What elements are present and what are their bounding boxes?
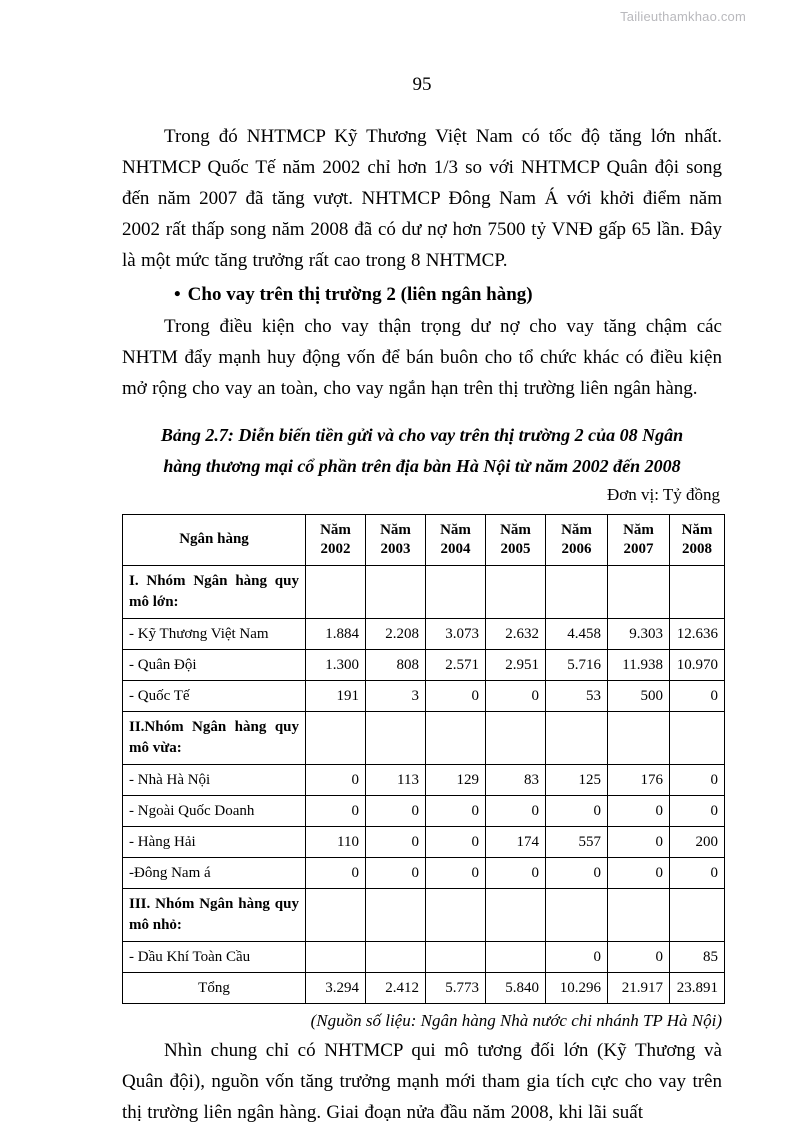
row-value: 0 xyxy=(366,795,426,826)
row-value xyxy=(486,941,546,972)
row-value xyxy=(608,711,670,764)
row-value: 53 xyxy=(546,680,608,711)
row-value xyxy=(670,888,725,941)
row-value: 0 xyxy=(426,826,486,857)
row-value: 191 xyxy=(306,680,366,711)
row-label: - Nhà Hà Nội xyxy=(123,764,306,795)
row-value: 0 xyxy=(546,941,608,972)
row-value: 0 xyxy=(608,857,670,888)
column-header-2003: Năm 2003 xyxy=(366,514,426,565)
table-body xyxy=(123,565,725,1003)
row-value: 0 xyxy=(426,795,486,826)
row-value xyxy=(366,941,426,972)
row-value: 0 xyxy=(608,941,670,972)
row-label: - Kỹ Thương Việt Nam xyxy=(123,618,306,649)
row-value xyxy=(426,888,486,941)
row-value: 0 xyxy=(486,795,546,826)
row-value xyxy=(426,941,486,972)
row-value xyxy=(546,565,608,618)
row-label: - Ngoài Quốc Doanh xyxy=(123,795,306,826)
row-value: 5.716 xyxy=(546,649,608,680)
row-value: 0 xyxy=(366,826,426,857)
row-value xyxy=(306,888,366,941)
row-value: 10.296 xyxy=(546,972,608,1003)
table-header-row xyxy=(123,514,725,565)
table-unit-label: Đơn vị: Tỷ đồng xyxy=(606,484,720,504)
row-value: 0 xyxy=(670,680,725,711)
row-value xyxy=(366,711,426,764)
row-value: 176 xyxy=(608,764,670,795)
row-value xyxy=(546,888,608,941)
row-value: 2.412 xyxy=(366,972,426,1003)
row-label: Tổng xyxy=(123,972,306,1003)
row-value: 0 xyxy=(546,795,608,826)
row-value xyxy=(486,565,546,618)
row-value: 3 xyxy=(366,680,426,711)
row-value: 3.073 xyxy=(426,618,486,649)
row-value: 0 xyxy=(670,764,725,795)
table-row xyxy=(123,680,725,711)
row-value: 23.891 xyxy=(670,972,725,1003)
watermark-text: Tailieuthamkhao.com xyxy=(620,9,746,24)
row-value: 500 xyxy=(608,680,670,711)
column-header-bank: Ngân hàng xyxy=(123,514,306,565)
row-value: 808 xyxy=(366,649,426,680)
row-value: 0 xyxy=(608,826,670,857)
row-value: 5.773 xyxy=(426,972,486,1003)
row-value: 200 xyxy=(670,826,725,857)
table-row xyxy=(123,649,725,680)
row-label: III. Nhóm Ngân hàng quy mô nhỏ: xyxy=(123,888,306,941)
table-row xyxy=(123,941,725,972)
column-header-2006: Năm 2006 xyxy=(546,514,608,565)
table-row xyxy=(123,565,725,618)
row-value: 125 xyxy=(546,764,608,795)
row-value xyxy=(670,711,725,764)
row-value: 1.300 xyxy=(306,649,366,680)
paragraph-intro: Trong đó NHTMCP Kỹ Thương Việt Nam có tốc độ tăng lớn nhất. NHTMCP Quốc Tế năm 2002 chỉ hơn 1/3 so với NHTMCP Quân đội song đến năm 2007 đã tăng vượt. NHTMCP Đông Nam Á với khởi điểm năm 2002 rất thấp song năm 2008 đã có dư nợ hơn 7500 tỷ VNĐ gấp 65 lần. Đây là một mức tăng trưởng rất cao trong 8 NHTMCP. xyxy=(122,125,722,271)
row-value: 21.917 xyxy=(608,972,670,1003)
table-source-note: (Nguồn số liệu: Ngân hàng Nhà nước chi nhánh TP Hà Nội) xyxy=(310,1010,722,1030)
row-value: 4.458 xyxy=(546,618,608,649)
column-header-2007: Năm 2007 xyxy=(608,514,670,565)
row-value xyxy=(366,888,426,941)
column-header-2004: Năm 2004 xyxy=(426,514,486,565)
row-value: 0 xyxy=(366,857,426,888)
row-value: 0 xyxy=(486,857,546,888)
row-value: 1.884 xyxy=(306,618,366,649)
row-value: 9.303 xyxy=(608,618,670,649)
row-value xyxy=(486,711,546,764)
row-value: 11.938 xyxy=(608,649,670,680)
row-label: - Quốc Tế xyxy=(123,680,306,711)
column-header-2008: Năm 2008 xyxy=(670,514,725,565)
row-value: 113 xyxy=(366,764,426,795)
table-caption-line1: Bảng 2.7: Diễn biến tiền gửi và cho vay trên thị trường 2 của 08 Ngân xyxy=(160,424,684,445)
row-value xyxy=(426,711,486,764)
page-content xyxy=(122,74,722,1123)
row-value: 12.636 xyxy=(670,618,725,649)
row-value: 0 xyxy=(670,857,725,888)
row-value: 0 xyxy=(486,680,546,711)
row-value: 2.208 xyxy=(366,618,426,649)
row-value: 2.632 xyxy=(486,618,546,649)
bullet-heading xyxy=(122,279,722,310)
row-label: I. Nhóm Ngân hàng quy mô lớn: xyxy=(123,565,306,618)
row-value: 85 xyxy=(670,941,725,972)
row-value: 2.571 xyxy=(426,649,486,680)
row-value xyxy=(306,941,366,972)
row-value: 0 xyxy=(426,680,486,711)
bullet-dot-icon: • xyxy=(174,283,181,305)
table-row xyxy=(123,618,725,649)
row-value xyxy=(306,565,366,618)
row-label: - Hàng Hải xyxy=(123,826,306,857)
row-value: 5.840 xyxy=(486,972,546,1003)
paragraph-closing: Nhìn chung chỉ có NHTMCP qui mô tương đối lớn (Kỹ Thương và Quân đội), nguồn vốn tăng trưởng mạnh mới tham gia tích cực cho vay trên thị trường liên ngân hàng. Giai đoạn nửa đầu năm 2008, khi lãi suất xyxy=(122,1039,722,1123)
table-caption-line2: hàng thương mại cổ phần trên địa bàn Hà Nội từ năm 2002 đến 2008 xyxy=(163,455,681,476)
table-row xyxy=(123,888,725,941)
interbank-market-table xyxy=(122,514,725,1004)
row-value: 557 xyxy=(546,826,608,857)
row-value xyxy=(366,565,426,618)
row-value xyxy=(670,565,725,618)
row-value: 110 xyxy=(306,826,366,857)
row-value: 10.970 xyxy=(670,649,725,680)
table-row xyxy=(123,972,725,1003)
table-row xyxy=(123,795,725,826)
row-value: 129 xyxy=(426,764,486,795)
row-value xyxy=(486,888,546,941)
row-value: 0 xyxy=(306,857,366,888)
table-row xyxy=(123,857,725,888)
column-header-2002: Năm 2002 xyxy=(306,514,366,565)
row-label: II.Nhóm Ngân hàng quy mô vừa: xyxy=(123,711,306,764)
row-value xyxy=(608,888,670,941)
row-value xyxy=(306,711,366,764)
table-row xyxy=(123,764,725,795)
table-caption xyxy=(122,420,722,482)
row-value xyxy=(608,565,670,618)
row-value: 83 xyxy=(486,764,546,795)
row-label: - Dầu Khí Toàn Cầu xyxy=(123,941,306,972)
row-value: 0 xyxy=(306,795,366,826)
page-number: 95 xyxy=(412,74,432,95)
row-value: 0 xyxy=(426,857,486,888)
row-value: 3.294 xyxy=(306,972,366,1003)
row-value: 0 xyxy=(306,764,366,795)
row-value: 174 xyxy=(486,826,546,857)
row-value xyxy=(426,565,486,618)
row-label: - Quân Đội xyxy=(123,649,306,680)
row-value xyxy=(546,711,608,764)
paragraph-second: Trong điều kiện cho vay thận trọng dư nợ cho vay tăng chậm các NHTM đẩy mạnh huy động vốn để bán buôn cho tổ chức khác có điều kiện mở rộng cho vay an toàn, cho vay ngắn hạn trên thị trường liên ngân hàng. xyxy=(122,315,722,399)
row-value: 2.951 xyxy=(486,649,546,680)
table-row xyxy=(123,711,725,764)
column-header-2005: Năm 2005 xyxy=(486,514,546,565)
bullet-heading-label: Cho vay trên thị trường 2 (liên ngân hàng) xyxy=(187,283,533,305)
row-label: -Đông Nam á xyxy=(123,857,306,888)
row-value: 0 xyxy=(670,795,725,826)
row-value: 0 xyxy=(608,795,670,826)
table-row xyxy=(123,826,725,857)
row-value: 0 xyxy=(546,857,608,888)
